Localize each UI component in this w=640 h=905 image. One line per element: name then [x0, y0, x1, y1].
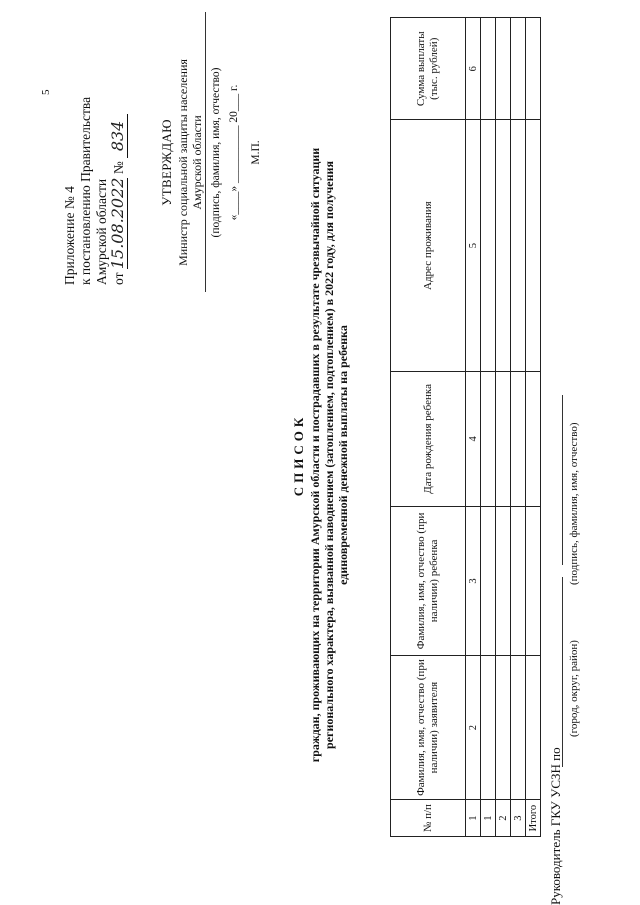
cell-amount: [481, 18, 496, 120]
cell-amount: [496, 18, 511, 120]
header-applicant: Фамилия, имя, отчество (при наличии) заявителя: [391, 655, 466, 799]
total-label: Итого: [526, 800, 541, 837]
row-number: 3: [511, 800, 526, 837]
signature-date: «____» __________ 20___ г.: [228, 84, 240, 221]
location-caption: (город, округ, район): [568, 640, 580, 737]
cell-applicant: [481, 655, 496, 799]
table-header-row: [391, 18, 466, 837]
recipients-table: [390, 17, 541, 837]
appendix-line-1: Приложение № 4: [62, 186, 77, 285]
cell-child: [511, 506, 526, 655]
appendix-line-2: к постановлению Правительства: [78, 96, 93, 285]
cell-child: [481, 506, 496, 655]
signature-line: [205, 13, 207, 293]
cell-address: [511, 120, 526, 371]
footer-signature-line: [562, 395, 563, 565]
number-prefix: №: [111, 161, 126, 175]
cell-address: [481, 120, 496, 371]
total-cell: [526, 18, 541, 120]
handwritten-number: 834: [108, 120, 127, 152]
column-number: 4: [466, 371, 481, 506]
cell-birthdate: [481, 371, 496, 506]
cell-birthdate: [511, 371, 526, 506]
approval-block: [160, 20, 204, 305]
cell-applicant: [496, 655, 511, 799]
cell-birthdate: [496, 371, 511, 506]
list-title: [292, 75, 350, 835]
signature-caption: (подпись, фамилия, имя, отчество): [210, 67, 222, 238]
date-prefix: от: [111, 272, 126, 285]
column-number: 6: [466, 18, 481, 120]
row-number: 1: [481, 800, 496, 837]
approval-title: УТВЕРЖДАЮ: [159, 119, 174, 206]
header-child: Фамилия, имя, отчество (при наличии) ребенка: [391, 506, 466, 655]
table-row: [511, 18, 526, 837]
cell-amount: [511, 18, 526, 120]
page-number: 5: [40, 89, 52, 95]
list-title-line-1: граждан, проживающих на территории Амурской области и пострадавших в результате чрезвычайной ситуации: [308, 147, 322, 763]
column-number-row: [466, 18, 481, 837]
total-cell: [526, 371, 541, 506]
list-heading: СПИСОК: [291, 413, 306, 497]
list-title-line-3: единовременной денежной выплаты на ребенка: [336, 325, 350, 585]
seal-mark: М.П.: [250, 140, 262, 165]
cell-child: [496, 506, 511, 655]
appendix-line-3: Амурской области: [94, 178, 109, 285]
column-number: 5: [466, 120, 481, 371]
column-number: 3: [466, 506, 481, 655]
header-address: Адрес проживания: [391, 120, 466, 371]
approval-position-2: Амурской области: [190, 115, 204, 210]
appendix-date-row: [110, 15, 128, 285]
header-birthdate: Дата рождения ребенка: [391, 371, 466, 506]
cell-address: [496, 120, 511, 371]
signature-block: [205, 10, 262, 295]
header-number: № п/п: [391, 800, 466, 837]
row-number: 2: [496, 800, 511, 837]
header-amount: Сумма выплаты (тыс. рублей): [391, 18, 466, 120]
total-cell: [526, 655, 541, 799]
footer-lead: Руководитель ГКУ УСЗН по: [548, 747, 563, 905]
table-row: [481, 18, 496, 837]
table-row: [496, 18, 511, 837]
footer-signature-caption: (подпись, фамилия, имя, отчество): [568, 422, 580, 585]
cell-applicant: [511, 655, 526, 799]
handwritten-date: 15.08.2022: [108, 177, 127, 270]
column-number: 2: [466, 655, 481, 799]
table-total-row: [526, 18, 541, 837]
column-number: 1: [466, 800, 481, 837]
location-line: [562, 577, 563, 767]
list-title-line-2: регионального характера, вызванной наводнением (затоплением, подтоплением) в 2022 году, для получения: [322, 161, 336, 749]
total-cell: [526, 120, 541, 371]
appendix-block: [62, 15, 128, 285]
total-cell: [526, 506, 541, 655]
approval-position-1: Министр социальной защиты населения: [176, 59, 190, 266]
